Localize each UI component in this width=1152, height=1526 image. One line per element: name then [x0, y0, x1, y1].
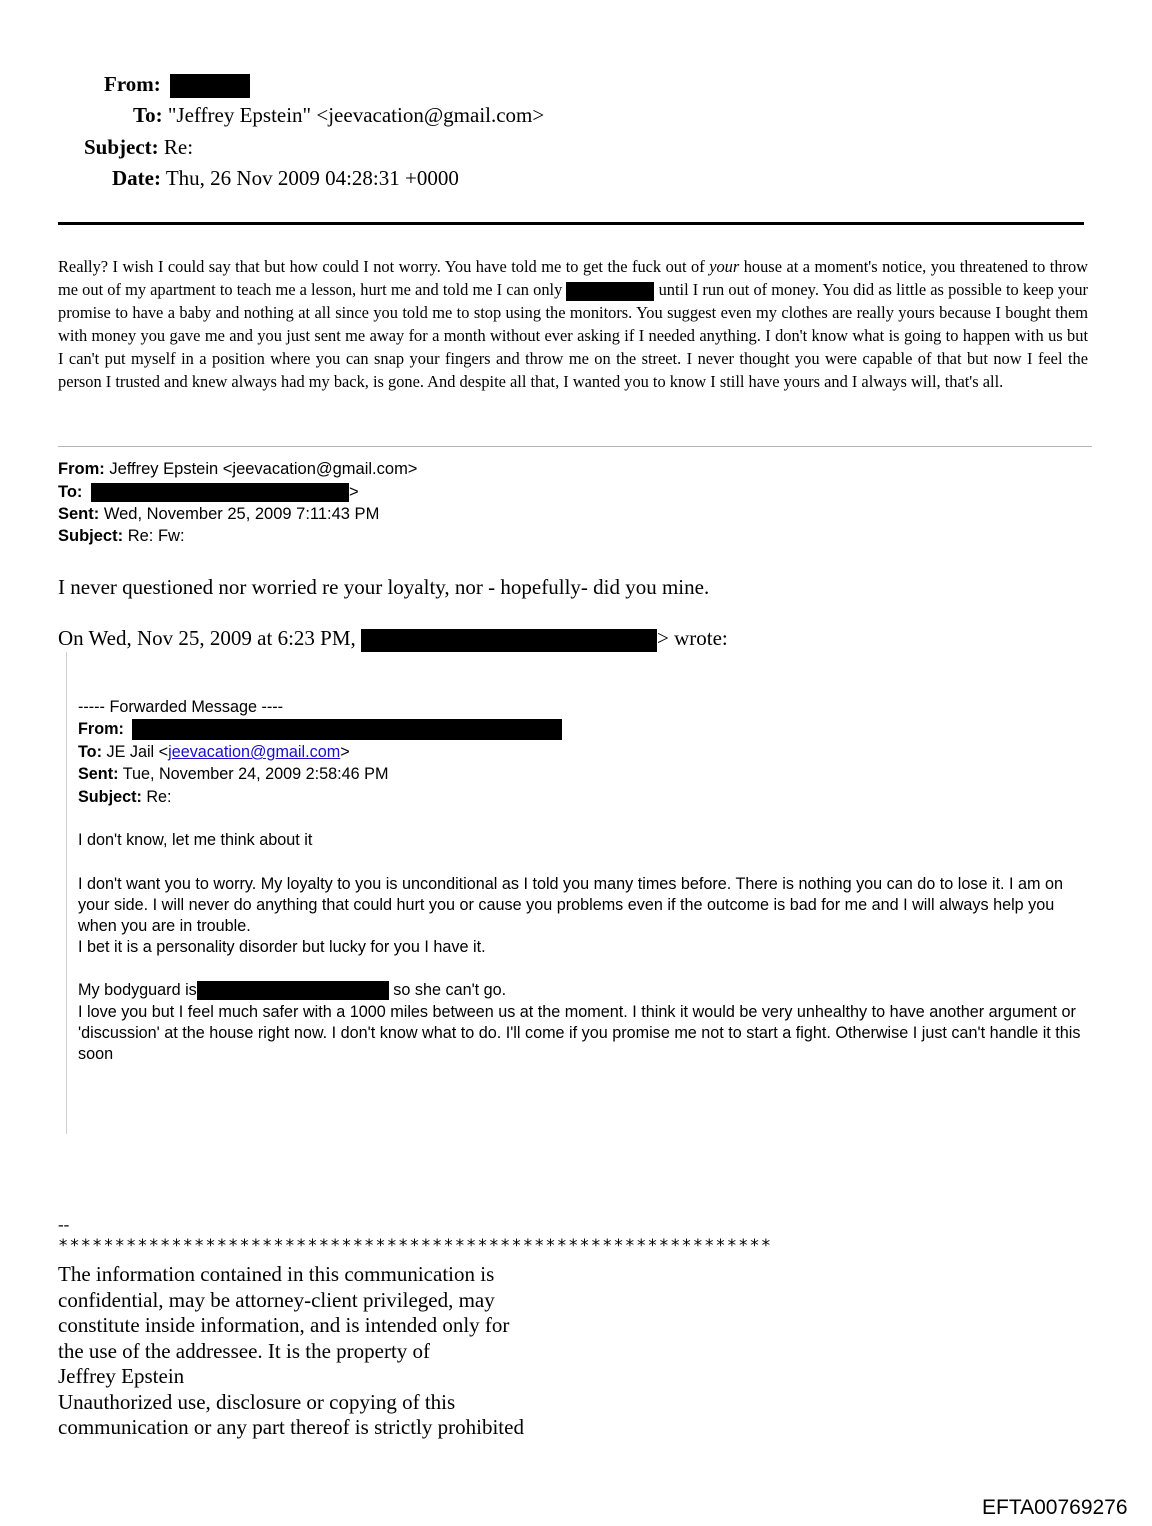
- bodyguard-suffix: so she can't go.: [388, 981, 507, 999]
- header-date-row: [112, 166, 459, 190]
- wrote-prefix: On Wed, Nov 25, 2009 at 6:23 PM,: [58, 626, 362, 650]
- header-subject-row: [84, 135, 193, 159]
- email2-body: I never questioned nor worried re your loyalty, nor - hopefully- did you mine.: [58, 575, 710, 599]
- sig-dashes: --: [58, 1215, 70, 1234]
- body-text-part1: Really? I wish I could say that but how could I not worry. You have told me to get the fuck out of: [58, 257, 710, 276]
- redacted-original-sender: [361, 629, 657, 652]
- email2-subject-row: [58, 525, 185, 548]
- email2-subject-label: Subject:: [58, 527, 124, 545]
- fwd-to-label: To:: [78, 743, 102, 761]
- date-value: Thu, 26 Nov 2009 04:28:31 +0000: [165, 166, 459, 190]
- email2-subject-value: Re: Fw:: [127, 527, 185, 545]
- redacted-amount: [566, 282, 654, 301]
- email2-from-row: [58, 458, 417, 481]
- to-label: To:: [133, 103, 163, 127]
- notice-line: The information contained in this communication is: [58, 1262, 495, 1286]
- notice-line: the use of the addressee. It is the property of: [58, 1338, 431, 1363]
- reply-divider: [58, 446, 1092, 447]
- body-text-part3: until I run out of money. You did as little as possible to keep your promise to have a baby and nothing at all since you told me to stop using the monitors. You suggest even my clothes are really yours because I bought them with money you gave me and you just sent me away for a month without ever asking if I needed anything. I don't know what is going to happen with us but I can't put myself in a position where you can snap your fingers and throw me on the street. I never thought you were capable of that but now I feel the person I trusted and knew always had my back, is gone. And despite all that, I wanted you to know I still have yours and I always will, that's all.: [58, 280, 1088, 391]
- redacted-fwd-sender: [132, 719, 562, 740]
- redacted-bodyguard: [197, 981, 389, 1000]
- confidentiality-notice: [58, 1262, 524, 1441]
- fwd-subject-row: [78, 787, 172, 808]
- fwd-para2-text: I don't want you to worry. My loyalty to you is unconditional as I told you many times before. There is nothing you can do to lose it. I am on your side. I will never do anything that could hurt you or cause you problems even if the outcome is bad for me and I will always help you when you are in trouble.: [78, 875, 1064, 935]
- notice-line: Unauthorized use, disclosure or copying of this: [58, 1389, 456, 1414]
- email2-from-value: Jeffrey Epstein <jeevacation@gmail.com>: [109, 460, 418, 478]
- document-id: EFTA00769276: [982, 1496, 1128, 1519]
- redacted-recipient: [91, 483, 349, 502]
- header-divider: [58, 222, 1084, 225]
- redacted-sender: [170, 74, 250, 98]
- fwd-subject-label: Subject:: [78, 788, 142, 806]
- fwd-sent-row: [78, 764, 388, 785]
- email2-to-label: To:: [58, 483, 83, 501]
- notice-line: confidential, may be attorney-client privileged, may: [58, 1287, 495, 1312]
- email2-sent-row: [58, 503, 379, 526]
- from-label: From:: [104, 72, 161, 96]
- subject-value: Re:: [163, 135, 194, 159]
- email2-sent-value: Wed, November 25, 2009 7:11:43 PM: [103, 505, 380, 523]
- sig-stars: ***************************************************************: [58, 1236, 773, 1256]
- fwd-from-row: [78, 719, 562, 740]
- body-text-part2: house at a moment's notice, you threatened to throw me out of my apartment to teach me a lesson, hurt me and told me I can only: [58, 257, 1089, 299]
- bodyguard-prefix: My bodyguard is: [78, 981, 197, 999]
- notice-line: Jeffrey Epstein: [58, 1364, 185, 1388]
- email2-from-label: From:: [58, 460, 105, 478]
- email2-sent-label: Sent:: [58, 505, 100, 523]
- fwd-para2b-text: I bet it is a personality disorder but lucky for you I have it.: [78, 938, 486, 956]
- fwd-para2: [78, 874, 1083, 958]
- date-label: Date:: [112, 166, 161, 190]
- wrote-line: [58, 625, 728, 652]
- forwarded-banner: ----- Forwarded Message ----: [78, 698, 284, 716]
- email2-to-row: [58, 481, 359, 504]
- fwd-to-close: >: [340, 743, 350, 761]
- fwd-para3: I love you but I feel much safer with a 1000 miles between us at the moment. I think it would be very unhealthy to have another argument or 'discussion' at the house right now. I don't know what to do. I'll come if you promise me not to start a fight. Otherwise I just can't handle it this soon: [78, 1003, 1081, 1063]
- wrote-suffix: > wrote:: [657, 626, 728, 650]
- fwd-sent-label: Sent:: [78, 765, 119, 783]
- notice-line: communication or any part thereof is strictly prohibited: [58, 1415, 524, 1439]
- email2-to-suffix: >: [349, 483, 359, 501]
- fwd-to-name: JE Jail <: [106, 743, 169, 761]
- fwd-from-label: From:: [78, 720, 124, 738]
- header-from-row: [104, 72, 250, 98]
- fwd-email-link[interactable]: jeevacation@gmail.com: [168, 743, 341, 761]
- header-to-row: [133, 103, 544, 127]
- fwd-to-row: [78, 742, 350, 763]
- email1-body: [58, 255, 1088, 393]
- fwd-line1: I don't know, let me think about it: [78, 831, 313, 849]
- body-italic-word: your: [709, 257, 740, 276]
- fwd-bodyguard-line: [78, 980, 506, 1001]
- fwd-subject-value: Re:: [146, 788, 172, 806]
- to-value: "Jeffrey Epstein" <jeevacation@gmail.com>: [167, 103, 545, 127]
- fwd-sent-value: Tue, November 24, 2009 2:58:46 PM: [122, 765, 389, 783]
- quote-bar: [66, 652, 67, 1134]
- subject-label: Subject:: [84, 135, 159, 159]
- notice-line: constitute inside information, and is intended only for: [58, 1313, 510, 1337]
